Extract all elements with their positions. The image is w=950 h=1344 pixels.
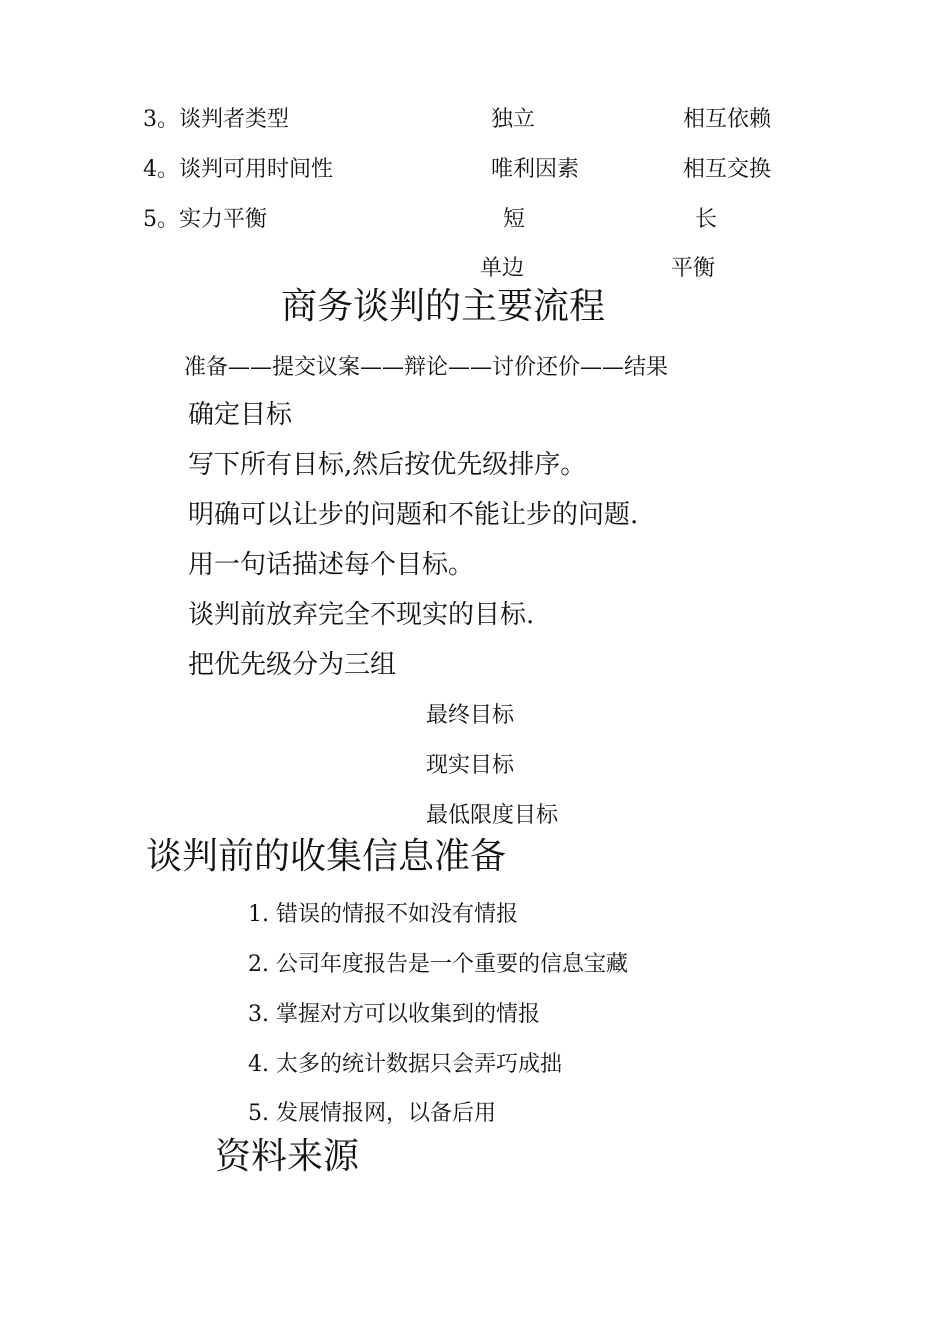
section-title: 资料来源: [215, 1136, 360, 1177]
factor-row-left-value: 独立: [491, 107, 536, 132]
factor-extra-left-value: 单边: [480, 256, 525, 281]
list-item: 2. 公司年度报告是一个重要的信息宝藏: [248, 952, 628, 977]
list-item: 5. 发展情报网，以备后用: [248, 1101, 496, 1126]
section-subtitle: 确定目标: [188, 400, 293, 430]
priority-group: 现实目标: [426, 753, 515, 778]
factor-row-right-value: 相互依赖: [683, 107, 772, 132]
factor-extra-right-value: 平衡: [671, 256, 716, 281]
section-title: 谈判前的收集信息准备: [146, 836, 507, 877]
list-item: 把优先级分为三组: [188, 650, 397, 680]
priority-group: 最终目标: [426, 703, 515, 728]
list-item: 明确可以让步的问题和不能让步的问题.: [188, 500, 639, 530]
factor-row-left-value: 唯利因素: [491, 157, 580, 182]
factor-row-label: 4。谈判可用时间性: [143, 157, 333, 182]
list-item: 1. 错误的情报不如没有情报: [248, 902, 518, 927]
list-item: 3. 掌握对方可以收集到的情报: [248, 1002, 540, 1027]
process-flow: 准备——提交议案——辩论——讨价还价——结果: [184, 355, 669, 380]
priority-group: 最低限度目标: [426, 803, 559, 828]
section-title: 商务谈判的主要流程: [281, 286, 606, 327]
list-item: 写下所有目标,然后按优先级排序。: [188, 450, 587, 480]
list-item: 谈判前放弃完全不现实的目标.: [188, 600, 535, 630]
list-item: 用一句话描述每个目标。: [188, 550, 475, 580]
factor-row-right-value: 相互交换: [683, 157, 772, 182]
list-item: 4. 太多的统计数据只会弄巧成拙: [248, 1052, 562, 1077]
factor-row-label: 5。实力平衡: [143, 207, 267, 232]
factor-row-right-value: 长: [695, 207, 718, 232]
factor-row-left-value: 短: [503, 207, 526, 232]
factor-row-label: 3。谈判者类型: [143, 107, 289, 132]
